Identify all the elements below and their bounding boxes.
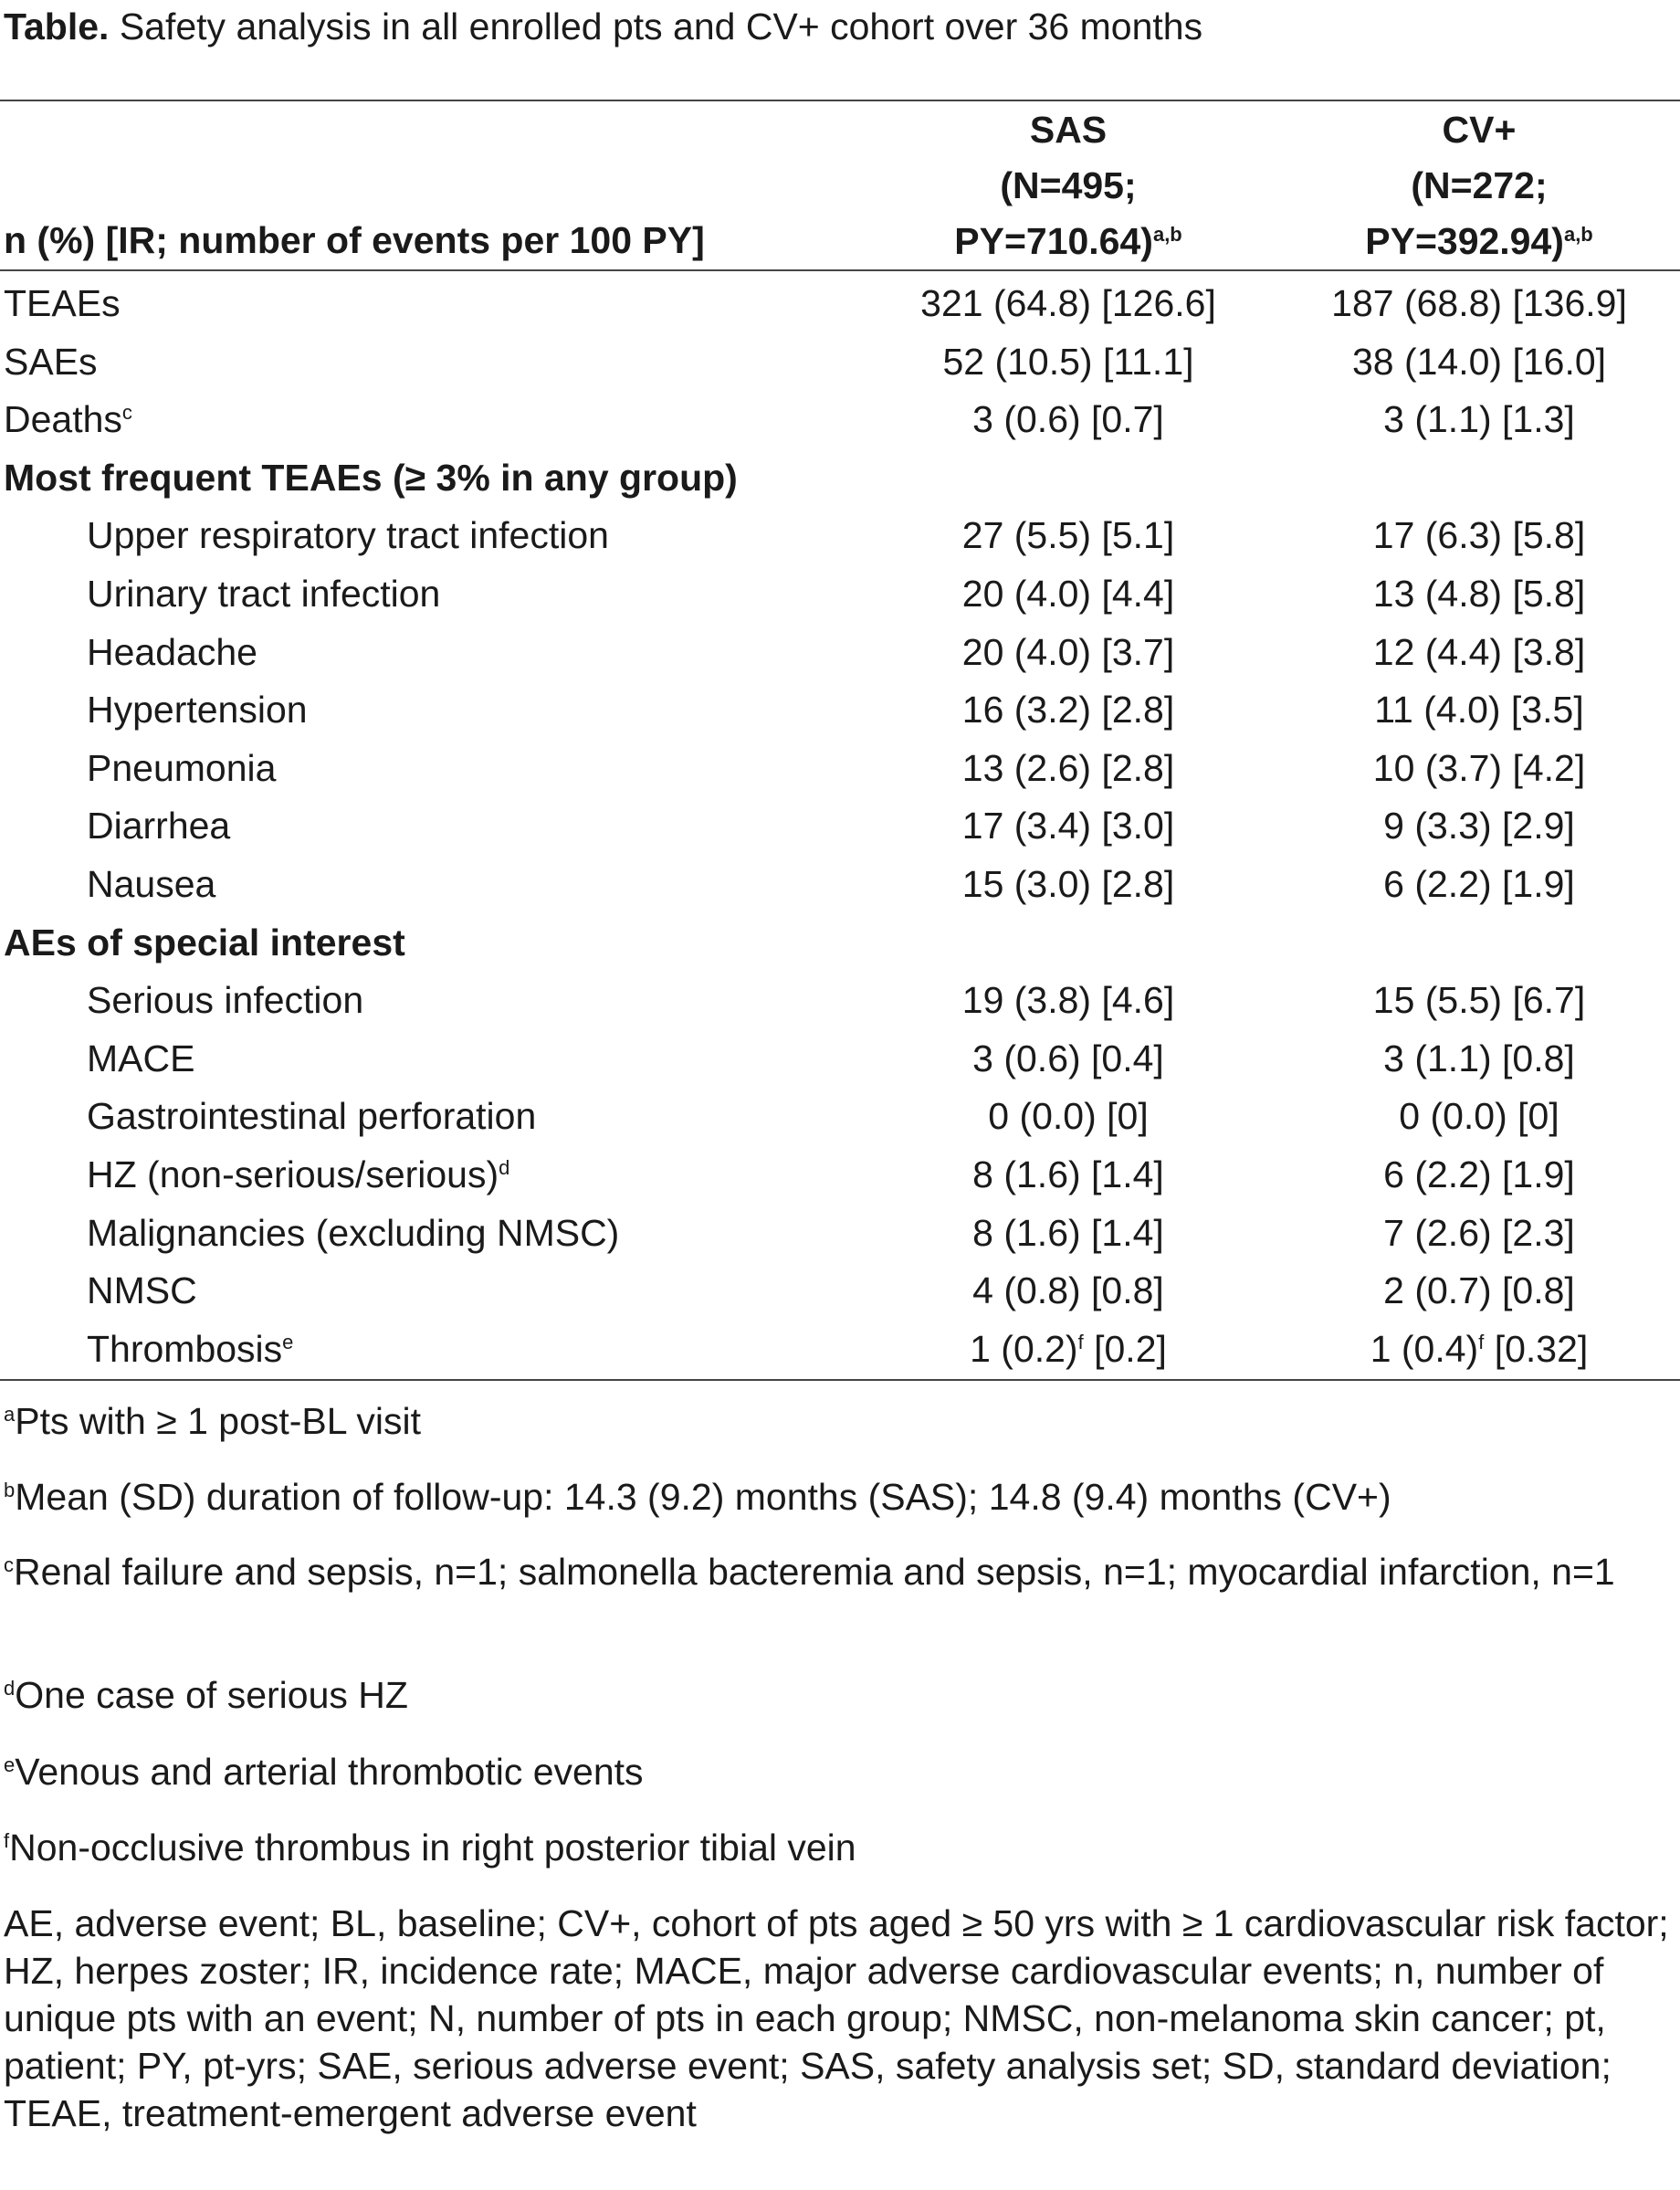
table-row — [0, 275, 1680, 333]
table-row — [0, 391, 1680, 449]
column-header-cv — [1278, 102, 1680, 269]
caption-label: Table. — [4, 5, 110, 47]
cell-cv: 12 (4.4) [3.8] — [1372, 630, 1586, 673]
cell-sas: 15 (3.0) [2.8] — [961, 862, 1175, 905]
row-label-header: n (%) [IR; number of events per 100 PY] — [4, 219, 705, 261]
cell-sas: 321 (64.8) [126.6] — [920, 282, 1216, 324]
row-label: MACE — [87, 1037, 195, 1079]
table-row — [0, 333, 1680, 392]
table-row — [0, 740, 1680, 798]
header-rule — [0, 269, 1680, 271]
cell-cv: 3 (1.1) [0.8] — [1383, 1037, 1575, 1079]
row-label: Serious infection — [87, 979, 364, 1022]
row-label: Urinary tract infection — [87, 572, 441, 615]
cell-sas: 52 (10.5) [11.1] — [942, 340, 1194, 383]
table-row — [0, 1030, 1680, 1089]
cell-cv: 11 (4.0) [3.5] — [1374, 689, 1584, 732]
cell-cv: 0 (0.0) [0] — [1399, 1095, 1559, 1138]
cell-sas: 17 (3.4) [3.0] — [961, 805, 1175, 848]
cell-cv: 187 (68.8) [136.9] — [1331, 282, 1627, 324]
table-header — [0, 102, 1680, 268]
cell-cv: 1 $(0.4)^f$ [0.32] — [1370, 1327, 1589, 1370]
section-header-row — [0, 914, 1680, 973]
row-label: NMSC — [87, 1269, 197, 1312]
row-label: TEAEs — [4, 282, 121, 324]
footnote-f: $^f$Non-occlusive thrombus in right posterior tibial vein — [4, 1827, 856, 1869]
cell-sas: 20 (4.0) [4.4] — [961, 572, 1175, 615]
cell-cv: 3 (1.1) [1.3] — [1383, 398, 1575, 441]
table-row — [0, 972, 1680, 1030]
row-label: Pneumonia — [87, 746, 277, 789]
row-label: AEs of special interest — [4, 921, 405, 963]
table-row — [0, 1205, 1680, 1263]
cell-cv: 9 (3.3) [2.9] — [1383, 805, 1575, 848]
cell-cv: 7 (2.6) [2.3] — [1383, 1211, 1575, 1254]
table-row — [0, 1146, 1680, 1205]
table-row — [0, 507, 1680, 565]
cell-cv: 13 (4.8) [5.8] — [1372, 572, 1586, 615]
cell-cv: 2 (0.7) [0.8] — [1383, 1269, 1575, 1312]
row-label: Nausea — [87, 862, 216, 905]
column-n: (N=272; — [1411, 164, 1548, 206]
cell-sas: 19 (3.8) [4.6] — [961, 979, 1175, 1022]
footnote-c: $^c$Renal failure and sepsis, n=1; salmonella bacteremia and sepsis, n=1; myocardial infarction, n=1 — [4, 1551, 1615, 1593]
table-row — [0, 1088, 1680, 1146]
cell-sas: 8 (1.6) [1.4] — [972, 1211, 1164, 1254]
row-label: Gastrointestinal perforation — [87, 1095, 537, 1138]
cell-cv: 17 (6.3) [5.8] — [1372, 514, 1586, 557]
cell-sas: 0 (0.0) [0] — [988, 1095, 1149, 1138]
cell-sas: 20 (4.0) [3.7] — [961, 630, 1175, 673]
top-rule — [0, 100, 1680, 101]
table-row — [0, 856, 1680, 914]
footnote-b: $^b$Mean (SD) duration of follow-up: 14.3 (9.2) months (SAS); 14.8 (9.4) months (CV+) — [4, 1476, 1391, 1518]
cell-sas: 8 (1.6) [1.4] — [972, 1153, 1164, 1195]
table-caption — [4, 4, 1202, 49]
cell-sas: 13 (2.6) [2.8] — [961, 746, 1175, 789]
footnote-a: $^a$Pts with ≥ 1 post-BL visit — [4, 1400, 422, 1442]
column-py: PY=392.94)$^{a,b}$ — [1365, 220, 1593, 262]
section-header-row — [0, 449, 1680, 508]
row-label: HZ (non-serious/serious)$^d$ — [87, 1153, 510, 1195]
cell-cv: 6 (2.2) [1.9] — [1383, 862, 1575, 905]
abbreviations: AE, adverse event; BL, baseline; CV+, cohort of pts aged ≥ 50 yrs with ≥ 1 cardiovascular risk factor; HZ, herpes zoster; IR, incidence rate; MACE, major adverse cardiovascular events; n, number of unique pts with an event; N, number of pts in each group; NMSC, non-melanoma skin cancer; pt, patient; PY, pt-yrs; SAE, serious adverse event; SAS, safety analysis set; SD, standard deviation; TEAE, treatment-emergent adverse event — [4, 1902, 1669, 2134]
table-body — [0, 275, 1680, 1378]
row-label: SAEs — [4, 340, 98, 383]
column-name: SAS — [1029, 109, 1108, 151]
cell-sas: 3 (0.6) [0.4] — [972, 1037, 1164, 1079]
column-n: (N=495; — [1000, 164, 1137, 206]
table-row — [0, 624, 1680, 682]
cell-cv: 38 (14.0) [16.0] — [1351, 340, 1607, 383]
row-label: Diarrhea — [87, 805, 231, 848]
row-label: Deaths$^c$ — [4, 398, 132, 441]
cell-cv: 15 (5.5) [6.7] — [1372, 979, 1586, 1022]
column-py: PY=710.64)$^{a,b}$ — [954, 220, 1182, 262]
row-label: Upper respiratory tract infection — [87, 514, 609, 557]
footnote-d: $^d$One case of serious HZ — [4, 1674, 408, 1716]
cell-sas: 4 (0.8) [0.8] — [972, 1269, 1164, 1312]
caption-text: Safety analysis in all enrolled pts and CV+ cohort over 36 months — [109, 5, 1203, 47]
cell-cv: 6 (2.2) [1.9] — [1383, 1153, 1575, 1195]
table-row — [0, 1262, 1680, 1321]
cell-sas: 1 $(0.2)^f$ [0.2] — [970, 1327, 1167, 1370]
table-row — [0, 681, 1680, 740]
table-row — [0, 565, 1680, 624]
cell-sas: 16 (3.2) [2.8] — [961, 689, 1175, 732]
bottom-rule — [0, 1379, 1680, 1381]
column-name: CV+ — [1442, 109, 1517, 151]
cell-cv: 10 (3.7) [4.2] — [1372, 746, 1586, 789]
row-label: Most frequent TEAEs (≥ 3% in any group) — [4, 456, 738, 499]
footnote-e: $^e$Venous and arterial thrombotic events — [4, 1751, 644, 1793]
table-row — [0, 797, 1680, 856]
cell-sas: 3 (0.6) [0.7] — [972, 398, 1164, 441]
table-row — [0, 1321, 1680, 1379]
cell-sas: 27 (5.5) [5.1] — [961, 514, 1175, 557]
row-label: Hypertension — [87, 689, 308, 732]
column-header-sas — [858, 102, 1278, 269]
row-label: Malignancies (excluding NMSC) — [87, 1211, 620, 1254]
row-label: Headache — [87, 630, 257, 673]
row-label: Thrombosis$^e$ — [87, 1327, 294, 1370]
